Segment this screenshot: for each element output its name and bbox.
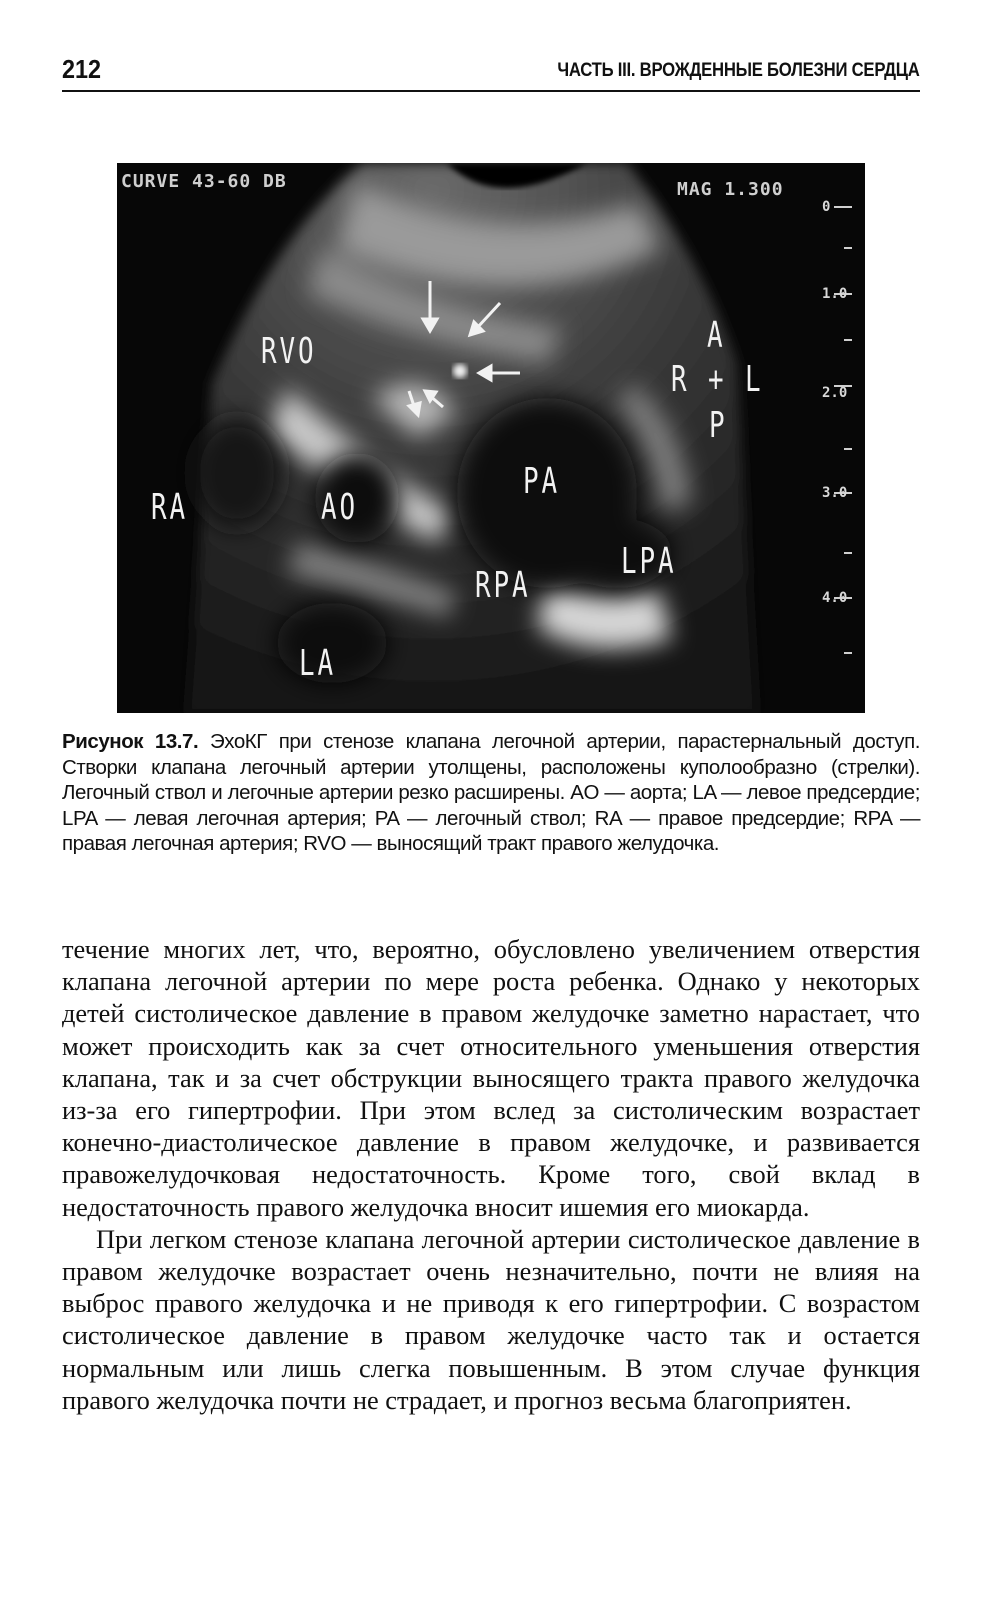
running-title: ЧАСТЬ III. ВРОЖДЕННЫЕ БОЛЕЗНИ СЕРДЦА [557,60,920,81]
echocardiogram-figure [117,163,865,713]
label-rpa: RPA [475,565,531,606]
depth-label-0: 0 [822,199,831,215]
body-text [62,933,920,1416]
depth-label-4: 4.0 [822,590,848,606]
page-number: 212 [62,54,102,84]
label-ra: RA [151,487,188,528]
label-pa: PA [523,461,560,502]
label-la: LA [299,643,336,684]
caption-text: ЭхоКГ при стенозе клапана легочной артерии, парастернальный доступ. Створки клапана легочный артерии утолщены, расположены куполообразно (стрелки). Легочный ствол и легочные артерии резко расширены. AO — аорта; LA — левое предсердие; LPA — левая легочная артерия; PA — легочный ствол; RA — правое предсердие; RPA — правая легочная артерия; RVO — выносящий тракт правого желудочка. [62,730,920,855]
caption-label: Рисунок 13.7. [62,730,199,753]
valve-echo [453,364,467,378]
body-paragraph-1: течение многих лет, что, вероятно, обусловлено увеличением отверстия клапана легочной артерии по мере роста ребенка. Однако у некоторых детей систолическое давление в правом желудочке заметно нарастает, что может происходить как за счет относительного уменьшения отверстия клапана, так и за счет обструкции выносящего тракта правого желудочка из-за его гипертрофии. При этом вслед за систолическим возрастает конечно-диастолическое давление в правом желудочке, и развивается правожелудочковая недостаточность. Кроме того, свой вклад в недостаточность правого желудочка вносит ишемия его миокарда. [62,934,920,1222]
overlay-settings-right: MAG 1.300 [677,179,784,200]
label-rvo: RVO [261,331,317,372]
label-ao: AO [321,487,358,528]
body-paragraph-2: При легком стенозе клапана легочной артерии систолическое давление в правом желудочке возрастает очень незначительно, почти не влияя на выброс правого желудочка и не приводя к его гипертрофии. С возрастом систолическое давление в правом желудочке часто так и остается нормальным или лишь слегка повышенным. В этом случае функция правого желудочка почти не страдает, и прогноз весьма благоприятен. [62,1223,920,1415]
ultrasound-image [117,163,865,713]
depth-label-1: 1.0 [822,286,848,302]
overlay-settings-left: CURVE 43-60 DB [121,171,287,192]
orientation-right-left: R + L [671,359,764,400]
page-header [62,50,920,92]
orientation-posterior: P [709,405,728,446]
depth-label-2: 2.0 [822,385,848,401]
label-lpa: LPA [621,541,677,582]
depth-label-3: 3.0 [822,485,848,501]
orientation-anterior: A [707,315,726,356]
figure-caption [62,729,920,857]
